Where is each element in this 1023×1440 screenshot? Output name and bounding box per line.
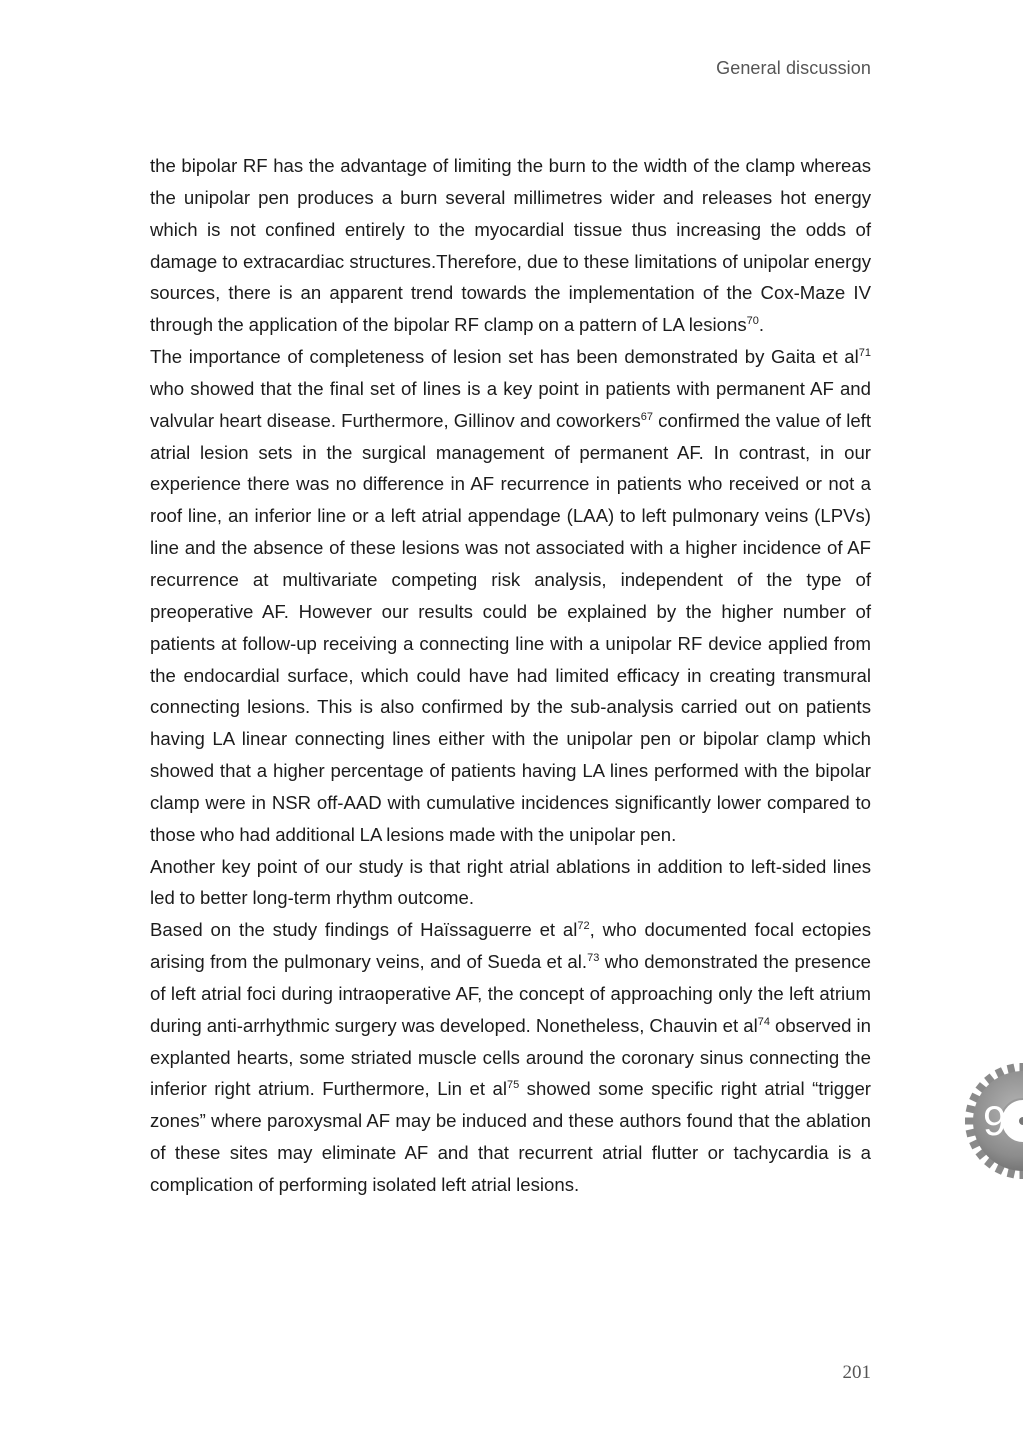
text-run: Another key point of our study is that right atrial ablations in addition to left-sided lines led to better long-term rhythm outcome. [150, 855, 871, 909]
paragraph [150, 851, 871, 915]
text-run: , who documented focal ectopies arising from the pulmonary veins, and of Sueda et al. [150, 919, 872, 973]
chapter-number: 9 [983, 1097, 1007, 1144]
citation-ref: 74 [757, 1015, 770, 1028]
text-run: The importance of completeness of lesion set has been demonstrated by Gaita et al [150, 346, 859, 368]
text-run: Based on the study findings of Haïssaguerre et al [150, 919, 578, 941]
running-header: General discussion [716, 58, 871, 78]
gear-icon [962, 1062, 1023, 1180]
citation-ref: 71 [858, 347, 871, 360]
page-number: 201 [842, 1362, 871, 1383]
paragraph [150, 150, 871, 341]
paragraph [150, 341, 871, 851]
text-run: who demonstrated the presence of left atrial foci during intraoperative AF, the concept of approaching only the left atrium during anti-arrhythmic surgery was developed. Nonetheless, Chauvin et al [150, 951, 871, 1036]
citation-ref: 73 [587, 952, 600, 965]
text-run: showed some specific right atrial “trigger zones” where paroxysmal AF may be induced and these authors found that the ablation of these sites may eliminate AF and that recurrent atrial flutter or tachycardia is a complication of performing isolated left atrial lesions. [150, 1078, 871, 1195]
text-run: . [758, 314, 765, 336]
text-run: observed in explanted hearts, some striated muscle cells around the coronary sinus connecting the inferior right atrium. Furthermore, Lin et al [150, 1014, 871, 1100]
paragraph [150, 914, 871, 1201]
text-run: who showed that the final set of lines is a key point in patients with permanent AF and valvular heart disease. Furthermore, Gillinov and coworkers [150, 377, 871, 431]
body-text [150, 150, 871, 1201]
citation-ref: 72 [577, 920, 590, 933]
citation-ref: 75 [506, 1079, 520, 1092]
chapter-tab [962, 1062, 1023, 1180]
citation-ref: 67 [640, 410, 654, 423]
text-run: confirmed the value of left atrial lesion sets in the surgical management of permanent AF. In contrast, in our experience there was no difference in AF recurrence in patients who received or not a roof line, an inferior line or a left atrial appendage (LAA) to left pulmonary veins (LPVs) line and the absence of these lesions was not associated with a higher incidence of AF recurrence at multivariate competing risk analysis, independent of the type of preoperative AF. However our results could be explained by the higher number of patients at follow-up receiving a connecting line with a unipolar RF device applied from the endocardial surface, which could have had limited efficacy in creating transmural connecting lesions. This is also confirmed by the sub-analysis carried out on patients having LA linear connecting lines either with the unipolar pen or bipolar clamp which showed that a higher percentage of patients having LA lines performed with the bipolar clamp were in NSR off-AAD with cumulative incidences significantly lower compared to those who had additional LA lesions made with the unipolar pen. [150, 409, 871, 845]
text-run: the bipolar RF has the advantage of limiting the burn to the width of the clamp whereas the unipolar pen produces a burn several millimetres wider and releases hot energy which is not confined entirely to the myocardial tissue thus increasing the odds of damage to extracardiac structures.Therefore, due to these limitations of unipolar energy sources, there is an apparent trend towards the implementation of the Cox-Maze IV through the application of the bipolar RF clamp on a pattern of LA lesions [150, 155, 871, 336]
citation-ref: 70 [746, 315, 759, 328]
